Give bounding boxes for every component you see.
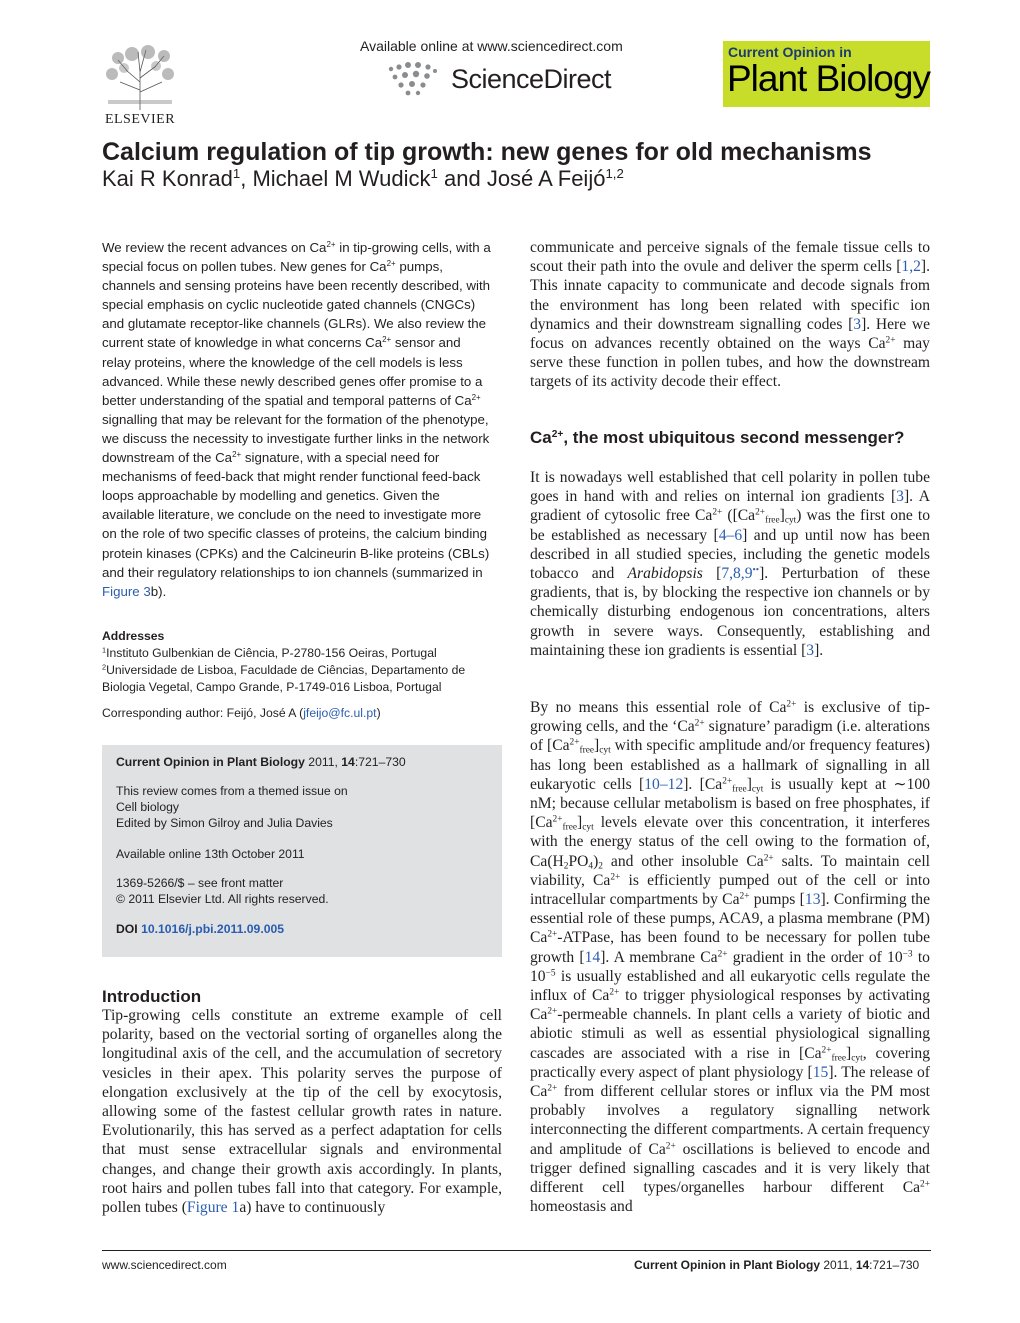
available-online-text: Available online at www.sciencedirect.com — [360, 38, 623, 54]
reference-link[interactable]: 3 — [896, 488, 904, 506]
address-2: $^2$Universidade de Lisboa, Faculdade de Ciências, Departamento de Biologia Vegetal, Campo Grande, P-1749-016 Lisboa, Portugal — [102, 662, 466, 694]
author-separator: and — [437, 166, 487, 191]
section-heading-introduction: Introduction — [102, 987, 202, 1006]
journal-logo-line1: Current Opinion in — [728, 44, 852, 60]
doi-link[interactable]: 10.1016/j.pbi.2011.09.005 — [141, 922, 285, 936]
author-separator: , — [240, 166, 253, 191]
article-info-box — [102, 745, 502, 957]
infobox-citation: Current Opinion in Plant Biology 2011, 14:721–730 — [116, 755, 406, 769]
abstract: We review the recent advances on $Ca^{2+}$ in tip-growing cells, with a special focus on pollen tubes. New genes for $Ca^{2+}$ pumps, channels and sensing proteins have been recently described, with special emphasis on cyclic nucleotide gated channels (CNGCs) and glutamate receptor-like channels (GLRs). We also review the current state of knowledge in what concerns $Ca^{2+}$ sensor and relay proteins, where the knowledge of the cell models is less advanced. While these newly described genes offer promise to a better understanding of the spatial and temporal patterns of $Ca^{2+}$ signalling that may be relevant for the formation of the phenotype, we discuss the necessity to investigate further links in the network downstream of the $Ca^{2+}$ signature, with a special need for mechanisms of feed-back that might render functional feed-back loops approachable by modelling and genetics. Given the available literature, we conclude on the need to investigate more on the role of two specific classes of proteins, the calcium binding protein kinases (CPKs) and the Calcineurin B-like proteins (CBLs) and their regulatory relationships to ion channels (summarized in Figure 3b). — [102, 240, 491, 599]
address-1: $^1$Instituto Gulbenkian de Ciência, P-2780-156 Oeiras, Portugal — [102, 645, 437, 660]
author-affiliation: 1,2 — [605, 166, 624, 182]
addresses — [102, 628, 492, 696]
reference-link[interactable]: 10–12 — [644, 775, 684, 793]
body-paragraph: It is nowadays well established that cell polarity in pollen tube goes in hand with and relies on internal ion gradients [3]. A gradient of cytosolic free $Ca^{2+}$ $([Ca^{2+}_{free}]_{cyt})$ was the first one to be established as necessary [4–6] and up until now has been described in all studied species, including the genetic models tobacco and Arabidopsis [7,8,9••]. Perturbation of these gradients, that is, by blocking the respective ion channels or by chemically disturbing endogenous ion concentrations, alters growth in severe ways. Consequently, establishing and maintaining these ion gradients is essential [3]. — [530, 469, 931, 659]
author-affiliation: 1 — [430, 166, 438, 182]
sciencedirect-logo — [385, 58, 611, 100]
journal-logo-line2: Plant Biology — [727, 58, 930, 99]
author-name: José A Feijó — [486, 166, 606, 191]
infobox-copyright: © 2011 Elsevier Ltd. All rights reserved. — [116, 892, 329, 906]
reference-link[interactable]: 14 — [584, 948, 601, 966]
infobox-themed-issue: This review comes from a themed issue on — [116, 784, 348, 798]
reference-link[interactable]: 15 — [812, 1063, 829, 1081]
infobox-available-date: Available online 13th October 2011 — [116, 847, 305, 861]
reference-link[interactable]: 7,8,9 — [721, 565, 753, 583]
section-heading-calcium: $Ca^{2+}$, the most ubiquitous second messenger? — [530, 428, 905, 447]
footer-website: www.sciencedirect.com — [102, 1258, 227, 1272]
reference-link[interactable]: 4–6 — [718, 526, 743, 544]
article-title: Calcium regulation of tip growth: new genes for old mechanisms — [102, 138, 872, 166]
infobox-doi: DOI 10.1016/j.pbi.2011.09.005 — [116, 922, 285, 936]
sciencedirect-dots-icon — [385, 59, 443, 99]
reference-link[interactable]: 1,2 — [901, 258, 921, 276]
sciencedirect-wordmark: ScienceDirect — [451, 63, 612, 94]
footer-divider — [102, 1250, 931, 1251]
publisher-name: ELSEVIER — [104, 112, 176, 127]
figure-link[interactable]: Figure 1 — [186, 1199, 240, 1217]
introduction-paragraph: Tip-growing cells constitute an extreme example of cell polarity, based on the vectorial sorting of organelles along the longitudinal axis of the cell, and the accumulation of secretory vesicles in their apex. This polarity serves the purpose of elongation exclusively at the tip of the cell by exocytosis, allowing some of the fastest cellular growth rates in nature. Evolutionarily, this has served as a perfect adaptation for cells that must sense extracellular signals and environmental changes, and change their growth axis accordingly. In plants, root hairs and pollen tubes fall into that category. For example, pollen tubes (Figure 1a) have to continuously — [102, 1007, 502, 1217]
reference-link[interactable]: 13 — [804, 891, 821, 909]
body-paragraph: By no means this essential role of $Ca^{2+}$ is exclusive of tip-growing cells, and the ‘$Ca^{2+}$ signature’ paradigm (i.e. alterations of $[Ca^{2+}_{free}]_{cyt}$ with specific amplitude and/or frequency features) has long been established as a hallmark of signalling in all eukaryotic cells [10–12]. $[Ca^{2+}_{free}]_{cyt}$ is usually kept at ∼100 nM; because cellular metabolism is based on free phosphates, if $[Ca^{2+}_{free}]_{cyt}$ levels elevate over this concentration, it interferes with the energy status of the cell owing to the formation of, $Ca(H_2PO_4)_2$ and other insoluble $Ca^{2+}$ salts. To maintain cell viability, $Ca^{2+}$ is efficiently pumped out of the cell or into intracellular compartments by $Ca^{2+}$ pumps [13]. Confirming the essential role of these pumps, ACA9, a plasma membrane (PM) $Ca^{2+}$-ATPase, has been found to be necessary for pollen tube growth [14]. A membrane $Ca^{2+}$ gradient in the order of $10^{-3}$ to $10^{-5}$ is usually established and all eukaryotic cells regulate the influx of $Ca^{2+}$ to trigger physiological responses by activating $Ca^{2+}$-permeable channels. In plant cells a variety of biotic and abiotic stimuli as well as essential physiological signalling cascades are associated with a rise in $[Ca^{2+}_{free}]_{cyt}$, covering practically every aspect of plant physiology [15]. The release of $Ca^{2+}$ from different cellular stores or influx via the PM most probably involves a regulatory signalling network interconnecting the different compartments. A certain frequency and amplitude of $Ca^{2+}$ oscillations is believed to encode and trigger defined signalling cascades and it is very likely that different cell types/organelles harbour different $Ca^{2+}$ homeostasis and — [530, 699, 931, 1216]
reference-link[interactable]: 3 — [853, 315, 862, 333]
email-link[interactable]: jfeijo@fc.ul.pt — [303, 706, 377, 720]
infobox-editors: Edited by Simon Gilroy and Julia Davies — [116, 816, 333, 830]
author-name: Michael M Wudick — [252, 166, 431, 191]
body-paragraph: communicate and perceive signals of the female tissue cells to scout their path into the ovule and deliver the sperm cells [1,2]. This innate capacity to communicate and decode signals from the environment has long been related with specific ion dynamics and their downstream signalling codes [3]. Here we focus on advances recently obtained on the ways $Ca^{2+}$ may serve these function in pollen tubes, and how the downstream targets of its activity decode their effect. — [530, 239, 931, 391]
infobox-issn: 1369-5266/$ – see front matter — [116, 876, 284, 890]
author-affiliation: 1 — [232, 166, 241, 182]
addresses-heading: Addresses — [102, 629, 165, 643]
journal-logo-box — [723, 41, 930, 107]
reference-link[interactable]: 3 — [806, 641, 815, 659]
figure-link[interactable]: Figure 3 — [102, 583, 151, 599]
footer-citation: Current Opinion in Plant Biology 2011, 14:721–730 — [634, 1258, 920, 1272]
infobox-topic: Cell biology — [116, 800, 180, 814]
corresponding-author: Corresponding author: Feijó, José A (jfeijo@fc.ul.pt) — [102, 706, 381, 720]
author-list — [102, 166, 624, 192]
author-name: Kai R Konrad — [102, 166, 233, 191]
